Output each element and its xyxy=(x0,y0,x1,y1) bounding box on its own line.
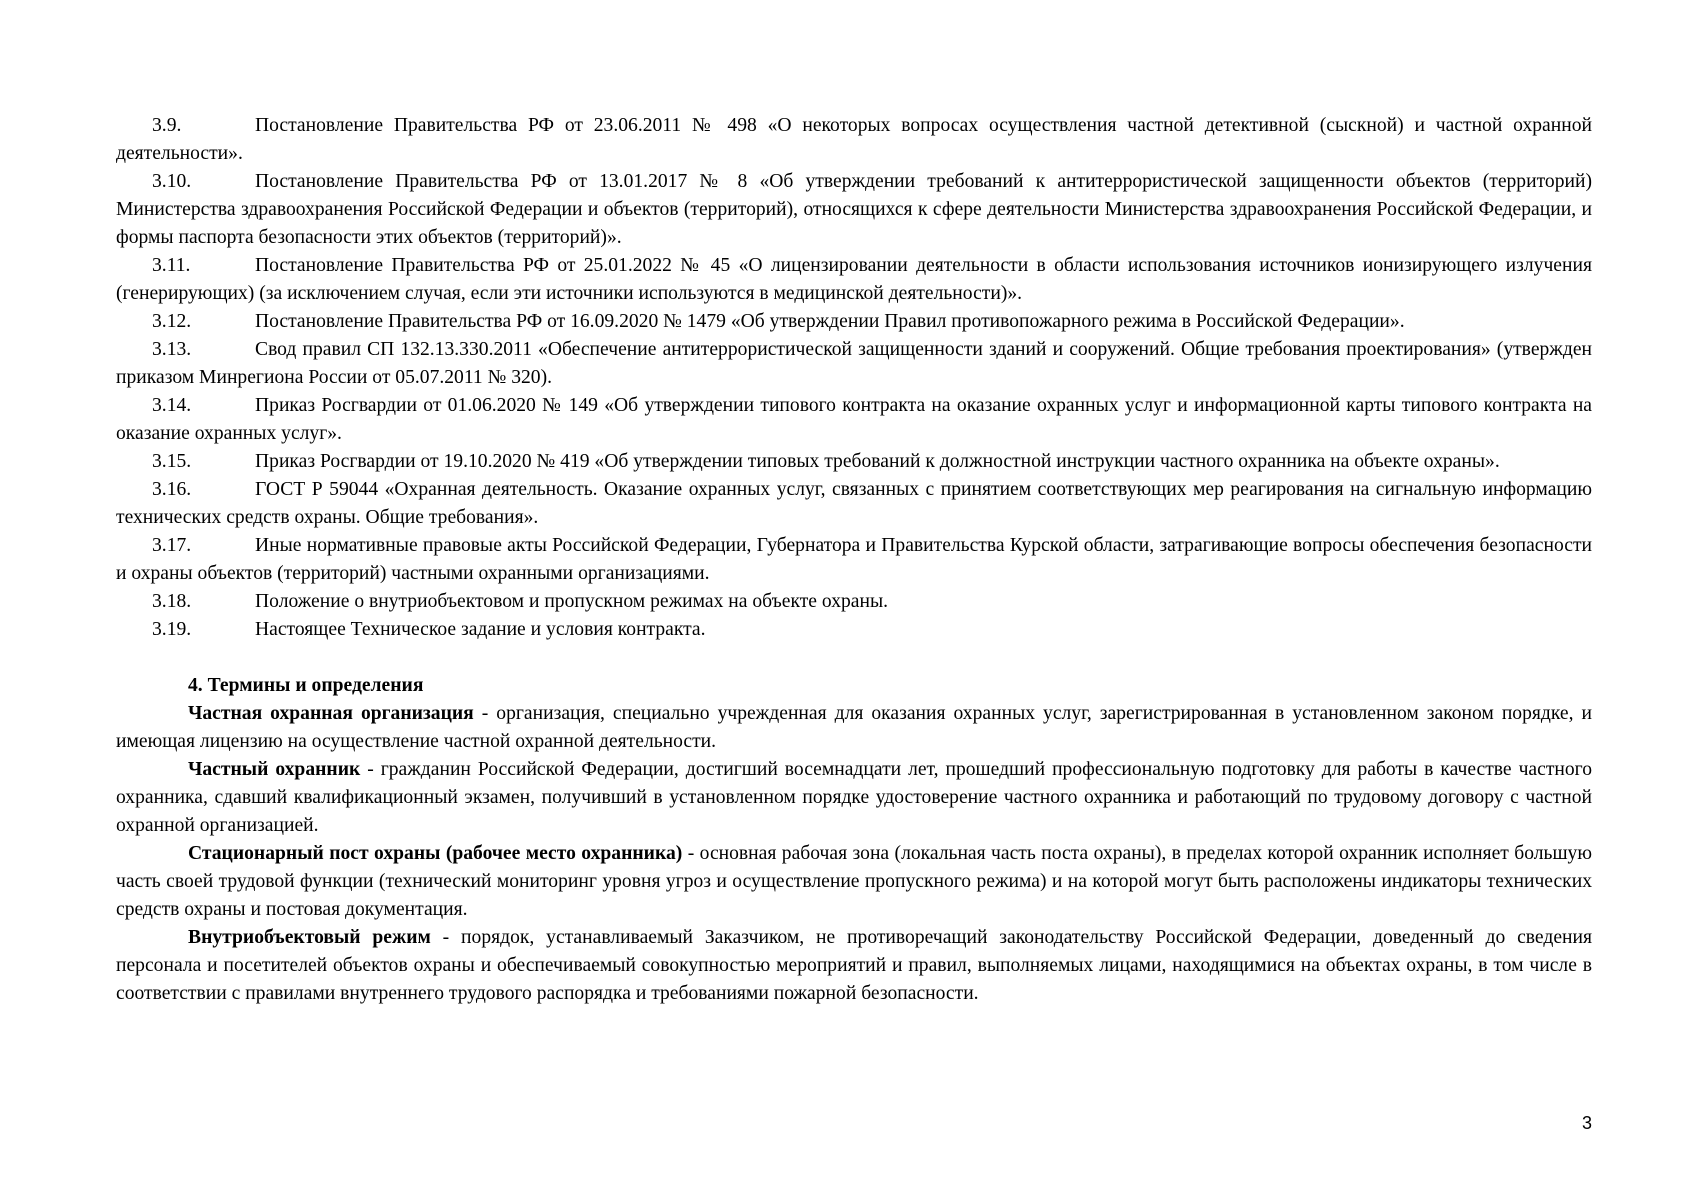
list-item xyxy=(116,252,1592,308)
term-definition xyxy=(116,924,1592,1008)
item-text: Настоящее Техническое задание и условия контракта. xyxy=(255,619,706,640)
list-item xyxy=(116,336,1592,392)
item-text: Свод правил СП 132.13.330.2011 «Обеспечение антитеррористической защищенности зданий и сооружений. Общие требования проектирования» (утвержден приказом Минрегиона России от 05.07.2011 № 320). xyxy=(116,339,1592,388)
item-number: 3.10. xyxy=(152,171,192,192)
term-name: Частная охранная организация xyxy=(188,703,474,724)
term-name: Стационарный пост охраны (рабочее место охранника) xyxy=(188,843,683,864)
list-item xyxy=(116,168,1592,252)
term-definition xyxy=(116,840,1592,924)
item-text: Постановление Правительства РФ от 16.09.2020 № 1479 «Об утверждении Правил противопожарного режима в Российской Федерации». xyxy=(255,311,1405,332)
list-item xyxy=(116,308,1592,336)
term-name: Внутриобъектовый режим xyxy=(188,927,431,948)
item-text: Постановление Правительства РФ от 23.06.2011 № 498 «О некоторых вопросах осуществления частной детективной (сыскной) и частной охранной деятельности». xyxy=(116,115,1592,164)
item-number: 3.16. xyxy=(152,479,192,500)
list-item xyxy=(116,532,1592,588)
term-definition xyxy=(116,700,1592,756)
item-number: 3.15. xyxy=(152,451,192,472)
list-item xyxy=(116,588,1592,616)
list-item xyxy=(116,448,1592,476)
item-text: ГОСТ Р 59044 «Охранная деятельность. Оказание охранных услуг, связанных с принятием соответствующих мер реагирования на сигнальную информацию технических средств охраны. Общие требования». xyxy=(116,479,1592,528)
item-text: Приказ Росгвардии от 19.10.2020 № 419 «Об утверждении типовых требований к должностной инструкции частного охранника на объекте охраны». xyxy=(255,451,1500,472)
term-name: Частный охранник xyxy=(188,759,361,780)
document-page xyxy=(116,112,1592,1008)
term-text: - гражданин Российской Федерации, достигший восемнадцати лет, прошедший профессиональную подготовку для работы в качестве частного охранника, сдавший квалификационный экзамен, получивший в установленном порядке удостоверение частного охранника и работающий по трудовому договору с частной охранной организацией. xyxy=(116,759,1593,836)
item-text: Приказ Росгвардии от 01.06.2020 № 149 «Об утверждении типового контракта на оказание охранных услуг и информационной карты типового контракта на оказание охранных услуг». xyxy=(116,395,1592,444)
item-text: Постановление Правительства РФ от 13.01.2017 № 8 «Об утверждении требований к антитеррористической защищенности объектов (территорий) Министерства здравоохранения Российской Федерации и объектов (территорий), относящихся к сфере деятельности Министерства здравоохранения Российской Федерации, и формы паспорта безопасности этих объектов (территорий)». xyxy=(116,171,1592,248)
term-text: - порядок, устанавливаемый Заказчиком, не противоречащий законодательству Российской Федерации, доведенный до сведения персонала и посетителей объектов охраны и обеспечиваемый совокупностью мероприятий и правил, выполняемых лицами, находящимися на объектах охраны, в том числе в соответствии с правилами внутреннего трудового распорядка и требованиями пожарной безопасности. xyxy=(116,927,1593,1004)
item-text: Положение о внутриобъектовом и пропускном режимах на объекте охраны. xyxy=(255,591,889,612)
list-item xyxy=(116,392,1592,448)
item-number: 3.9. xyxy=(152,115,182,136)
item-number: 3.18. xyxy=(152,591,192,612)
item-number: 3.19. xyxy=(152,619,192,640)
list-item xyxy=(116,616,1592,644)
item-number: 3.13. xyxy=(152,339,192,360)
section-heading: 4. Термины и определения xyxy=(188,675,424,696)
item-number: 3.17. xyxy=(152,535,192,556)
term-text: - основная рабочая зона (локальная часть поста охраны), в пределах которой охранник исполняет большую часть своей трудовой функции (технический мониторинг уровня угроз и осуществление пропускного режима) и на которой могут быть расположены индикаторы технических средств охраны и постовая документация. xyxy=(116,843,1592,920)
item-text: Постановление Правительства РФ от 25.01.2022 № 45 «О лицензировании деятельности в области использования источников ионизирующего излучения (генерирующих) (за исключением случая, если эти источники используются в медицинской деятельности)». xyxy=(116,255,1592,304)
page-number: 3 xyxy=(1581,1113,1592,1133)
list-item xyxy=(116,112,1592,168)
item-text: Иные нормативные правовые акты Российской Федерации, Губернатора и Правительства Курской области, затрагивающие вопросы обеспечения безопасности и охраны объектов (территорий) частными охранными организациями. xyxy=(116,535,1592,584)
item-number: 3.14. xyxy=(152,395,192,416)
term-definition xyxy=(116,756,1592,840)
item-number: 3.11. xyxy=(152,255,191,276)
term-text: - организация, специально учрежденная для оказания охранных услуг, зарегистрированная в установленном законом порядке, и имеющая лицензию на осуществление частной охранной деятельности. xyxy=(116,703,1592,752)
section-spacer xyxy=(116,644,1592,672)
list-item xyxy=(116,476,1592,532)
item-number: 3.12. xyxy=(152,311,192,332)
